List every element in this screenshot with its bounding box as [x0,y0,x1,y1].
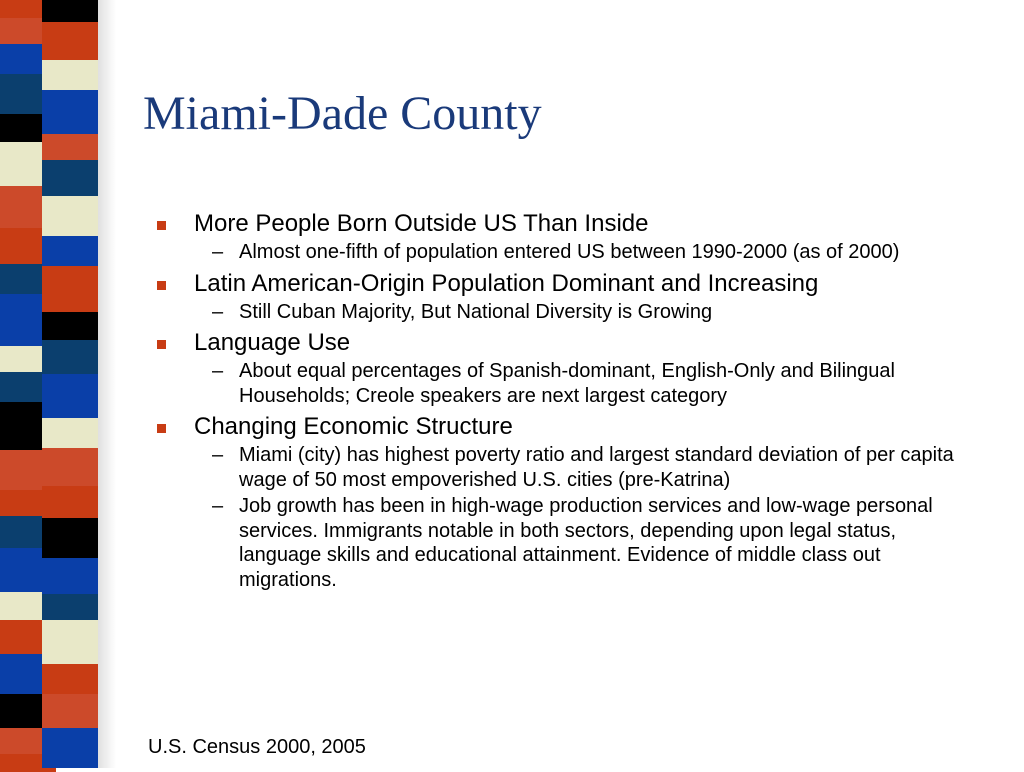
sub-bullet-item [155,359,975,408]
bullet-text: More People Born Outside US Than Inside [194,210,649,237]
bullet-item [155,412,975,441]
source-citation: U.S. Census 2000, 2005 [148,736,366,758]
sub-bullet-text: Still Cuban Majority, But National Diversity is Growing [239,300,713,323]
bullet-text: Language Use [194,329,351,356]
square-bullet-icon [157,340,166,349]
bullet-list [155,209,975,592]
bullet-text: Latin American-Origin Population Dominant and Increasing [194,269,819,297]
decorative-stripe-band [0,0,118,768]
bullet-item [155,209,975,238]
sub-bullet-text: Job growth has been in high-wage production services and low-wage personal services. Immigrants notable in both sectors, depending upon legal status, language skills and educational attainment. Evidence of middle class out migrations. [239,495,933,591]
sub-bullet-text: Miami (city) has highest poverty ratio and largest standard deviation of per capita wage of 50 most empoverished U.S. cities (pre-Katrina) [239,444,954,491]
square-bullet-icon [157,281,166,290]
stripe-shadow [98,0,116,768]
sub-bullet-text: Almost one-fifth of population entered US between 1990-2000 (as of 2000) [239,241,900,263]
bullet-item [155,328,975,357]
sub-bullet-item [155,443,975,492]
square-bullet-icon [157,424,166,433]
dash-icon: – [212,495,224,517]
bullet-item [155,269,975,298]
slide-title: Miami-Dade County [143,87,542,140]
dash-icon: – [212,241,224,263]
dash-icon: – [212,360,224,382]
stripe-column-right [42,0,98,768]
sub-bullet-item [155,300,975,325]
bullet-text: Changing Economic Structure [194,413,513,440]
sub-bullet-item [155,494,975,592]
dash-icon: – [212,444,224,466]
sub-bullet-text: About equal percentages of Spanish-dominant, English-Only and Bilingual Households; Creole speakers are next largest category [239,360,895,407]
square-bullet-icon [157,221,166,230]
dash-icon: – [212,300,224,323]
sub-bullet-item [155,240,975,265]
